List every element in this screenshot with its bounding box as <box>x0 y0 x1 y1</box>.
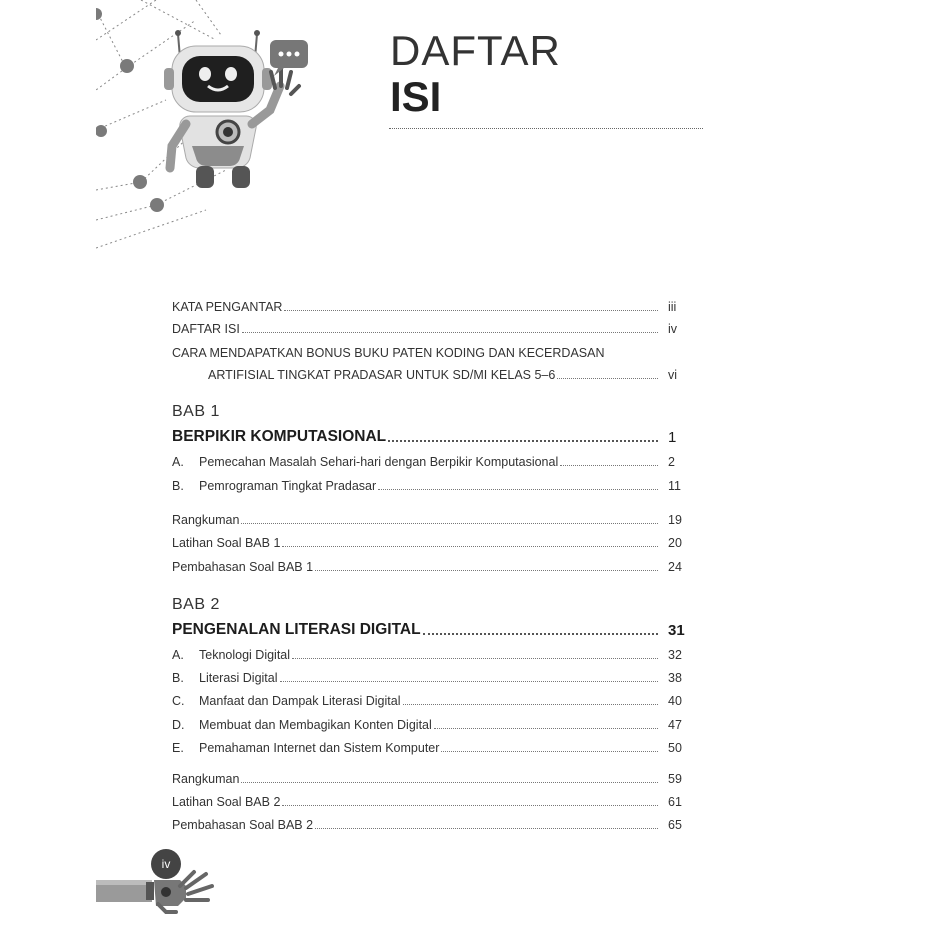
toc-entry-rangkuman[interactable] <box>172 513 686 527</box>
toc-page-number: 19 <box>668 513 682 527</box>
toc-page-number: 32 <box>668 648 682 662</box>
toc-entry-rangkuman[interactable] <box>172 772 686 786</box>
toc-page-number: 24 <box>668 560 682 574</box>
toc-entry-label: PENGENALAN LITERASI DIGITAL <box>172 621 421 638</box>
section-letter: D. <box>172 718 185 732</box>
toc-entry-cara-line1[interactable]: CARA MENDAPATKAN BONUS BUKU PATEN KODING DAN KECERDASAN <box>172 346 605 360</box>
toc-entry-label: ARTIFISIAL TINGKAT PRADASAR UNTUK SD/MI KELAS 5–6 <box>208 368 556 382</box>
chapter-label: BAB 2 <box>172 596 220 613</box>
section-letter: E. <box>172 741 184 755</box>
dot-leader <box>282 545 658 547</box>
toc-page-number: 11 <box>668 479 681 493</box>
toc-entry-label: BERPIKIR KOMPUTASIONAL <box>172 428 387 445</box>
toc-section[interactable] <box>172 718 686 732</box>
toc-page-number: 59 <box>668 772 682 786</box>
page-number-badge: iv <box>151 849 181 879</box>
dot-leader <box>315 569 658 571</box>
toc-section[interactable] <box>172 479 686 493</box>
toc-page-number: 61 <box>668 795 682 809</box>
dot-leader <box>378 488 658 490</box>
toc-page-number: 40 <box>668 694 682 708</box>
toc-entry-label: Pemecahan Masalah Sehari-hari dengan Berpikir Komputasional <box>199 455 559 469</box>
toc-page-number: 20 <box>668 536 682 550</box>
toc-entry-label: Rangkuman <box>172 772 240 786</box>
toc-page-number: vi <box>668 368 678 382</box>
toc-entry-label: Membuat dan Membagikan Konten Digital <box>199 718 432 732</box>
toc-section[interactable] <box>172 741 686 755</box>
toc-page-number: 38 <box>668 671 682 685</box>
dot-leader <box>284 309 658 311</box>
toc-chapter-title[interactable] <box>172 621 686 639</box>
toc-entry-label: DAFTAR ISI <box>172 322 240 336</box>
toc-entry-label: Latihan Soal BAB 2 <box>172 795 281 809</box>
dot-leader <box>441 750 658 752</box>
toc-entry-latihan-soal[interactable] <box>172 795 686 809</box>
title-divider <box>389 128 703 129</box>
dot-leader <box>560 464 658 466</box>
section-letter: B. <box>172 671 184 685</box>
dot-leader <box>241 781 658 783</box>
toc-page-number: 1 <box>668 429 677 446</box>
toc-entry-pembahasan-soal[interactable] <box>172 560 686 574</box>
dot-leader <box>315 827 658 829</box>
toc-section[interactable] <box>172 648 686 662</box>
chapter-label: BAB 1 <box>172 403 220 420</box>
toc-entry-label: Literasi Digital <box>199 671 278 685</box>
dot-leader <box>280 680 658 682</box>
dot-leader <box>423 632 658 635</box>
toc-entry-label: Pembahasan Soal BAB 2 <box>172 818 314 832</box>
dot-leader <box>388 439 658 442</box>
toc-entry-label: KATA PENGANTAR <box>172 300 283 314</box>
section-letter: C. <box>172 694 185 708</box>
toc-entry-daftar-isi[interactable] <box>172 322 686 336</box>
toc-entry-kata-pengantar[interactable] <box>172 300 686 314</box>
title-line-daftar: DAFTAR <box>390 27 561 74</box>
title-line-isi: ISI <box>390 73 442 120</box>
toc-page-number: 2 <box>668 455 675 469</box>
section-letter: A. <box>172 648 184 662</box>
dot-leader <box>292 657 658 659</box>
toc-entry-pembahasan-soal[interactable] <box>172 818 686 832</box>
page-title <box>390 28 561 120</box>
dot-leader <box>403 703 659 705</box>
speech-bubble-icon <box>270 40 308 76</box>
toc-entry-label: Rangkuman <box>172 513 240 527</box>
toc-page-number: iii <box>668 300 677 314</box>
robot-mascot-icon <box>160 28 315 193</box>
toc-section[interactable] <box>172 694 686 708</box>
dot-leader <box>282 804 658 806</box>
toc-entry-label: Pemahaman Internet dan Sistem Komputer <box>199 741 440 755</box>
toc-page-number: iv <box>668 322 678 336</box>
toc-page-number: 50 <box>668 741 682 755</box>
toc-entry-label: Latihan Soal BAB 1 <box>172 536 281 550</box>
section-letter: B. <box>172 479 184 493</box>
toc-section[interactable] <box>172 455 686 469</box>
dot-leader <box>242 331 658 333</box>
robotic-hand-icon <box>96 866 226 914</box>
dot-leader <box>241 522 658 524</box>
toc-page-number: 47 <box>668 718 682 732</box>
section-letter: A. <box>172 455 184 469</box>
toc-entry-label: Teknologi Digital <box>199 648 291 662</box>
toc-entry-label: Pemrograman Tingkat Pradasar <box>199 479 377 493</box>
toc-chapter-title[interactable] <box>172 428 686 446</box>
dot-leader <box>557 377 658 379</box>
toc-entry-label: Manfaat dan Dampak Literasi Digital <box>199 694 401 708</box>
toc-section[interactable] <box>172 671 686 685</box>
toc-entry-latihan-soal[interactable] <box>172 536 686 550</box>
toc-page-number: 65 <box>668 818 682 832</box>
toc-page-number: 31 <box>668 622 685 639</box>
toc-entry-cara-line2[interactable] <box>172 368 686 382</box>
toc-entry-label: Pembahasan Soal BAB 1 <box>172 560 314 574</box>
dot-leader <box>434 727 658 729</box>
